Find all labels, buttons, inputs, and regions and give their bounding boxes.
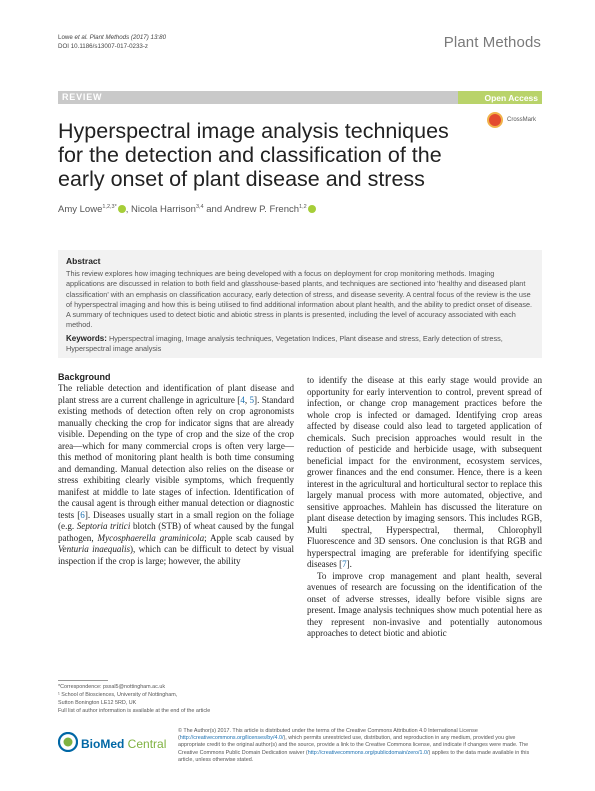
- body-paragraph: The reliable detection and identification of plant disease and plant stress are a current challenge in agriculture [4, 5]. Standard existing methods of detection often rely on crop agronomists manually checking the crop for indicator signs that are already visible. Depending on the type of crop and the size of the crop area—which for many commercial crops is often very large—this method of monitoring plant health is both time consuming and demanding. Manual detection also relies on the disease or stress exhibiting clearly visible symptoms, which frequently manifest at middle to late stages of infection. Identification of the causal agent is through either manual detection or diagnostic tests [6]. Diseases usually start in a small region on the foliage (e.g. Septoria tritici blotch (STB) of wheat caused by the fungal pathogen, Mycosphaerella graminicola; Apple scab caused by Venturia inaequalis), which can be difficult to detect by visual inspection if the crop is large; however, the ability: [58, 383, 295, 566]
- article-type-banner: [58, 91, 542, 104]
- footnotes: [58, 683, 294, 715]
- keywords: [66, 334, 534, 355]
- body-paragraph: to identify the disease at this early stage would provide an opportunity for early intervention to control, prevent spread of infection, or change crop management practices before the whole crop is infected or damaged. Identifying crop areas affected by disease could also lead to targeted application of chemicals. Such precision approaches would result in the reduction of pesticide and herbicide usage, with subsequent beneficial impact for the environment, ecosystem services, grower finances and the end consumer. Hence, there is a keen interest in the agricultural and horticultural sector to replace this largely manual process with more automated, objective, and sensitive approaches. Mahlein has discussed the literature on plant disease detection by imaging sensors. This includes RGB, Multi spectral, Hyperspectral, thermal, Chlorophyll Fluorescence and 3D sensors. One conclusion is that RGB and hyperspectral imaging are preferable for identifying specific diseases [7].: [307, 375, 542, 569]
- article-header-citation: [58, 33, 166, 51]
- author-list: [58, 204, 316, 215]
- abstract-heading: Abstract: [66, 256, 101, 266]
- journal-name: Plant Methods: [443, 34, 541, 51]
- section-heading-background: Background: [58, 372, 111, 382]
- species-name: Septoria tritici: [76, 521, 131, 531]
- author-separator: and: [203, 204, 225, 216]
- license-text: © The Author(s) 2017. This article is distributed under the terms of the Creative Commons Attribution 4.0 International License (http://creativecommons.org/licenses/by/4.0/), which permits unrestricted use, distribution, and reproduction in any medium, provided you give appropriate credit to the original author(s) and the source, provide a link to the Creative Commons license, and indicate if changes were made. The Creative Commons Public Domain Dedication waiver (http://creativecommons.org/publicdomain/zero/1.0/) applies to the data made available in this article, unless otherwise stated.: [178, 728, 530, 763]
- public-domain-link[interactable]: http://creativecommons.org/publicdomain/zero/1.0/: [307, 749, 429, 756]
- crossmark-button[interactable]: [487, 112, 543, 130]
- keywords-label: Keywords:: [66, 333, 107, 343]
- affiliation-note: ¹ School of Biosciences, University of Nottingham,: [58, 692, 178, 698]
- article-title: Hyperspectral image analysis techniques for the detection and classification of the early onset of plant disease and stress: [58, 119, 449, 191]
- author-affiliation: 1,2,3*: [102, 204, 117, 210]
- species-name: Mycosphaerella graminicola: [97, 532, 205, 543]
- orcid-icon[interactable]: [118, 205, 126, 213]
- crossmark-icon: [487, 112, 503, 128]
- biomed-central-mark-icon: [58, 732, 78, 752]
- body-paragraph: To improve crop management and plant health, several avenues of research are focussing on the identification of the onset of adverse stresses, ideally before visible signs are present. Image analysis techniques show much potential here as they represent non-invasive and potentially autonomous approaches to detect biotic and abiotic: [307, 570, 542, 638]
- orcid-icon[interactable]: [308, 205, 316, 213]
- species-name: Venturia inaequalis: [58, 544, 131, 554]
- author-name[interactable]: Amy Lowe: [58, 204, 103, 216]
- author-affiliation: 3,4: [195, 204, 204, 210]
- journal-cite: et al. Plant Methods (2017) 13:80: [74, 34, 167, 41]
- footnote-divider: [58, 680, 108, 681]
- reference-link[interactable]: 6: [80, 509, 85, 520]
- correspondence-note: *Correspondence: psxal5@nottingham.ac.uk: [58, 684, 166, 690]
- publisher-name: BioMed Central: [81, 737, 167, 751]
- author-name[interactable]: Andrew P. French: [224, 204, 300, 216]
- abstract-text: This review explores how imaging techniques are being developed with a focus on deployment for crop monitoring methods. Imaging applications are discussed in relation to both field and glasshouse-based plants, and techniques are sectioned into 'healthy and diseased plant classification' with an emphasis on classification accuracy, early detection of stress, and disease severity. A central focus of the review is the use of hyperspectral imaging and how this is being utilised to find additional information about plant health, and the ability to predict onset of disease. A summary of techniques used to detect biotic and abiotic stress in plants is presented, including the level of accuracy associated with each method.: [66, 269, 533, 330]
- author-info-note: Full list of author information is available at the end of the article: [58, 708, 211, 714]
- doi-text[interactable]: DOI 10.1186/s13007-017-0233-z: [58, 43, 149, 50]
- reference-link[interactable]: 7: [342, 559, 347, 569]
- body-column-left: [58, 371, 294, 567]
- keywords-list: Hyperspectral imaging, Image analysis techniques, Vegetation Indices, Plant disease and stress, Early detection of stress, Hyperspectral image analysis: [66, 333, 503, 354]
- author-affiliation: 1,2: [299, 204, 307, 210]
- author-cite: Lowe: [58, 34, 75, 41]
- author-separator: ,: [125, 204, 132, 216]
- article-type-label: REVIEW: [62, 92, 103, 102]
- crossmark-label: CrossMark: [507, 117, 537, 123]
- body-column-right: [307, 375, 542, 640]
- author-name[interactable]: Nicola Harrison: [131, 204, 196, 216]
- reference-link[interactable]: 5: [249, 394, 255, 405]
- biomed-central-logo[interactable]: [58, 732, 167, 752]
- open-access-badge: Open Access: [458, 91, 542, 104]
- abstract-box: [58, 250, 542, 358]
- license-link[interactable]: http://creativecommons.org/licenses/by/4.0/: [179, 735, 284, 742]
- affiliation-note-address: Sutton Bonington LE12 5RD, UK: [58, 700, 137, 706]
- reference-link[interactable]: 4: [240, 394, 245, 405]
